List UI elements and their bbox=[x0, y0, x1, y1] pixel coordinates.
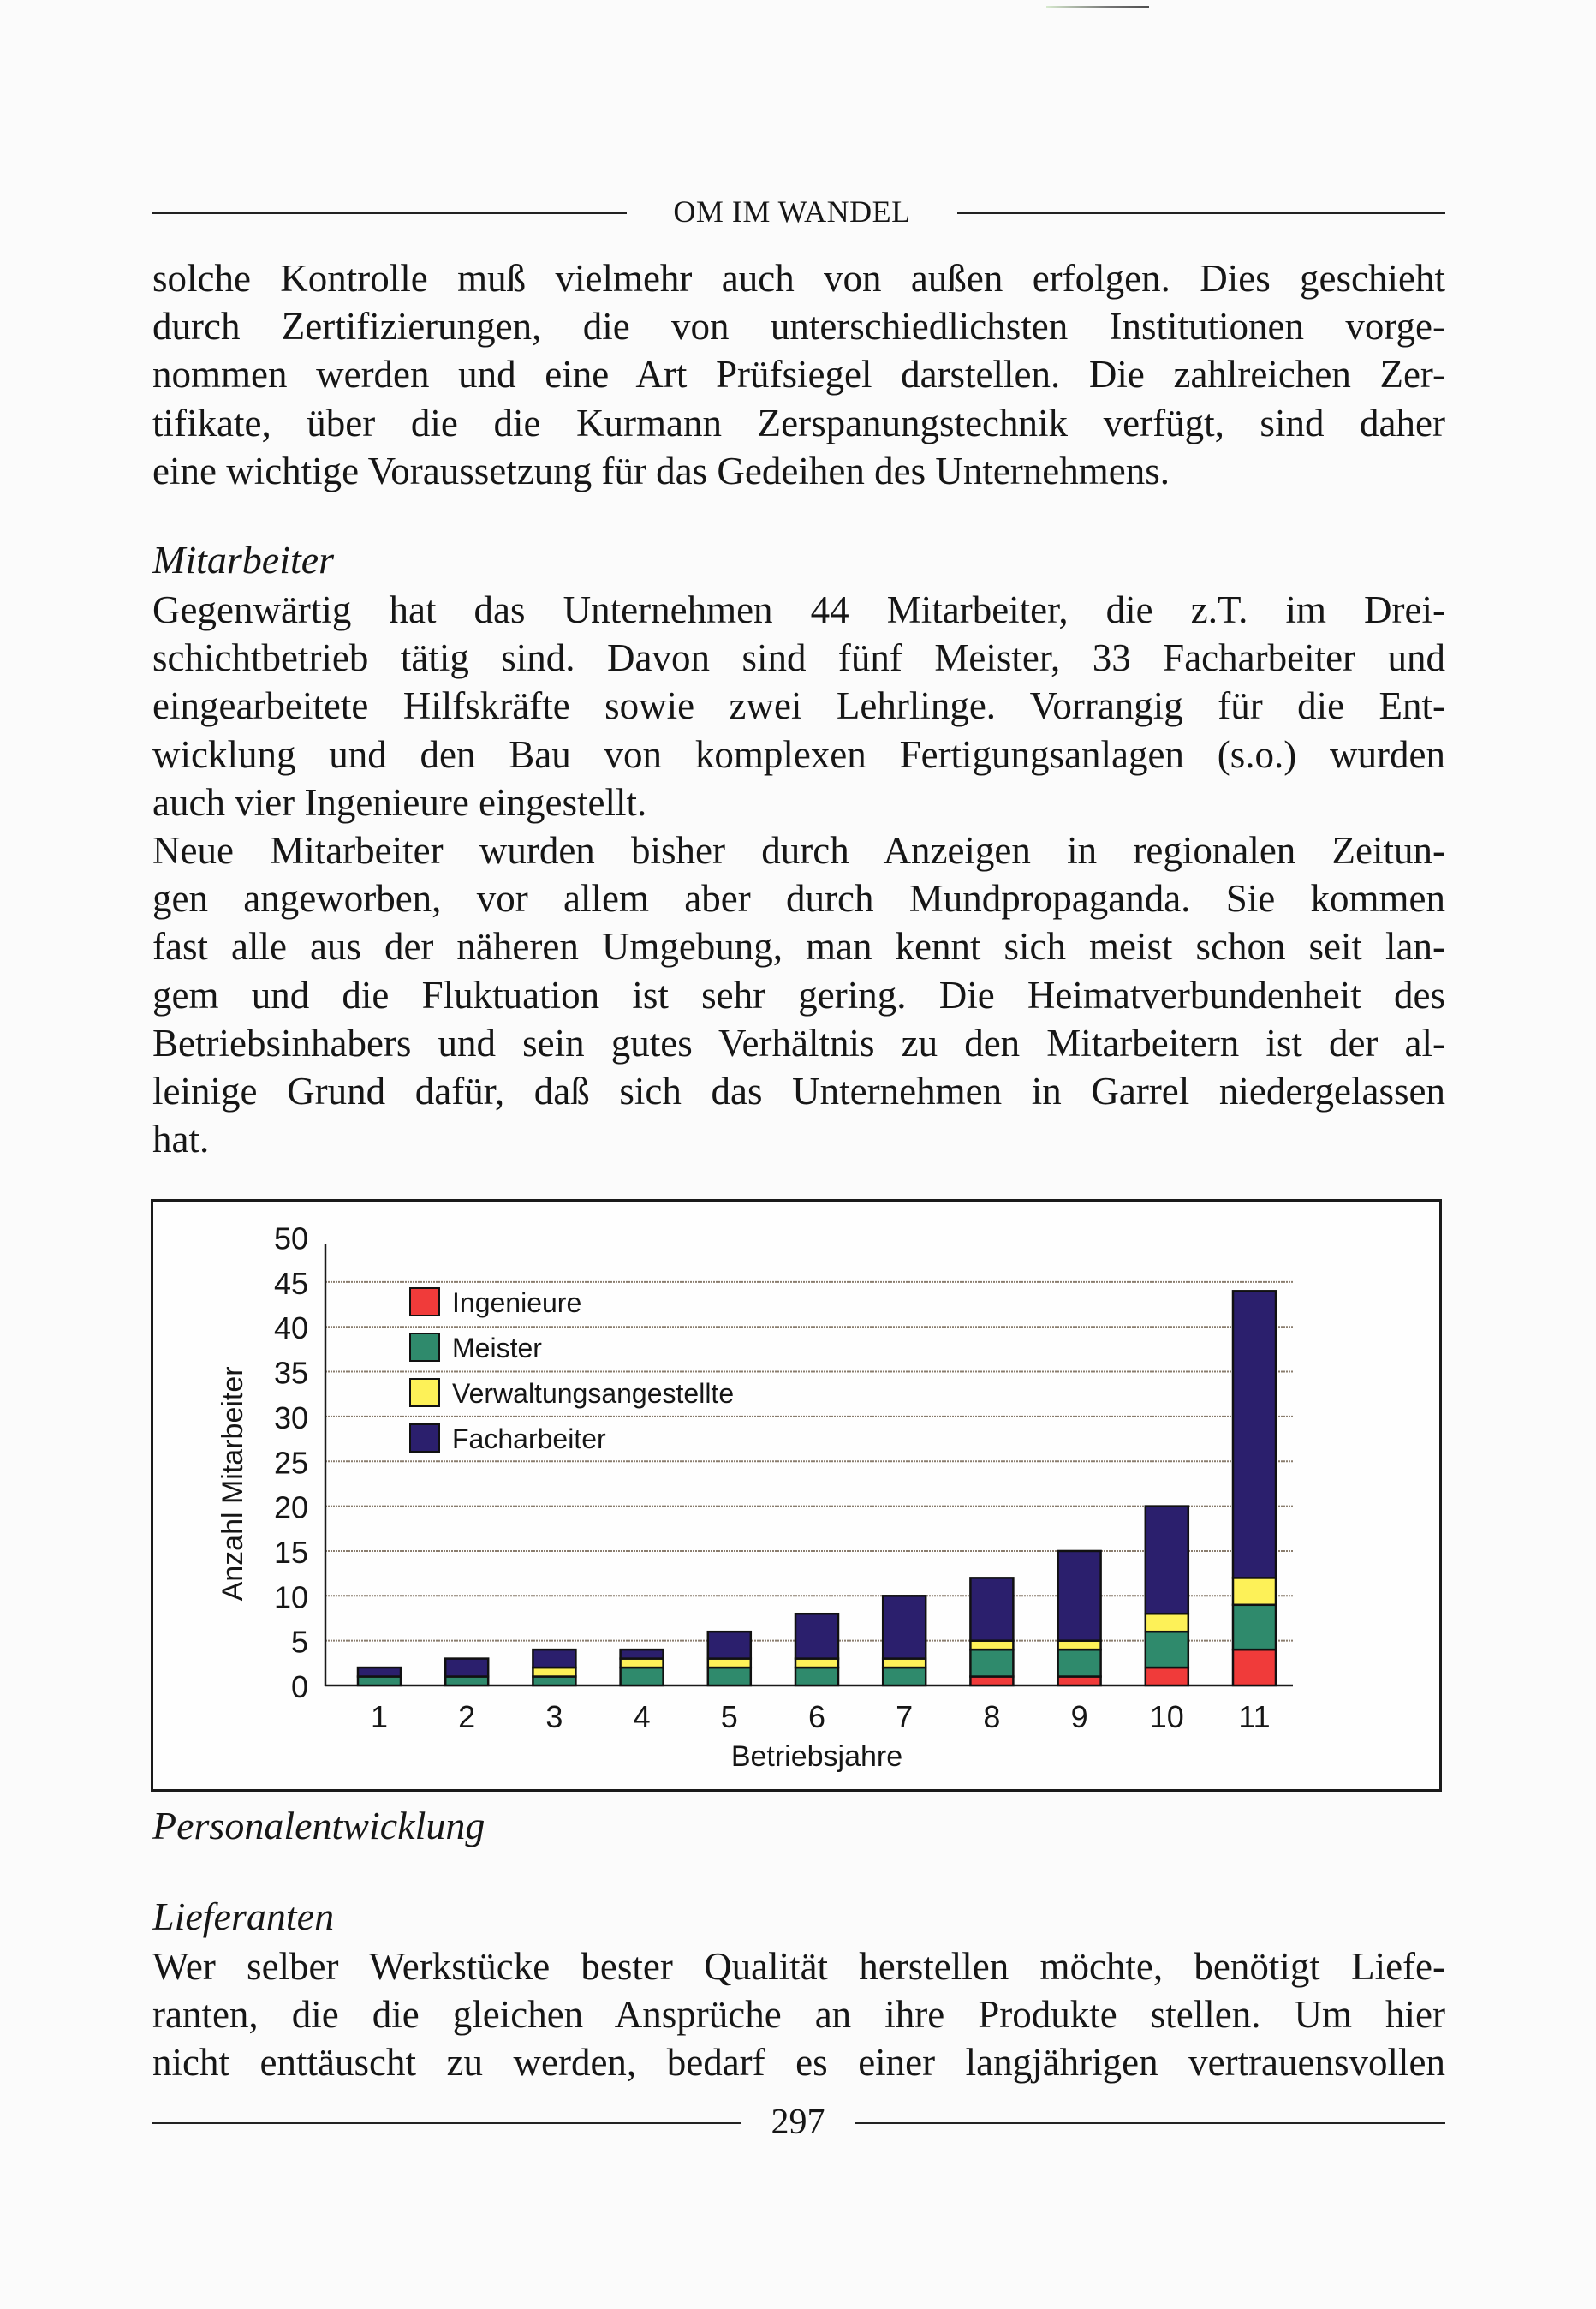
text-line: Neue Mitarbeiter wurden bisher durch Anzeigen in regionalen Zeitun- bbox=[152, 829, 1445, 872]
x-tick-label: 7 bbox=[896, 1699, 914, 1734]
y-axis-label: Anzahl Mitarbeiter bbox=[217, 1366, 249, 1602]
running-head-title: OM IM WANDEL bbox=[673, 194, 911, 229]
text-line: leinige Grund dafür, daß sich das Unternehmen in Garrel niedergelassen bbox=[152, 1070, 1445, 1113]
legend-label: Verwaltungsangestellte bbox=[452, 1378, 735, 1409]
text-line: hat. bbox=[152, 1118, 210, 1161]
intro-paragraph bbox=[152, 254, 1445, 495]
text-line: nommen werden und eine Art Prüfsiegel darstellen. Die zahlreichen Zer- bbox=[152, 353, 1445, 397]
y-tick-label: 50 bbox=[273, 1220, 308, 1256]
footer-rule-right bbox=[855, 2122, 1445, 2124]
text-line: wicklung und den Bau von komplexen Fertigungsanlagen (s.o.) wurden bbox=[152, 732, 1445, 776]
x-tick-label: 6 bbox=[807, 1699, 826, 1734]
text-line: durch Zertifizierungen, die von unterschiedlichsten Institutionen vorge- bbox=[152, 305, 1445, 349]
y-tick-label: 15 bbox=[273, 1534, 308, 1570]
y-tick-label: 5 bbox=[290, 1624, 308, 1660]
page-footer bbox=[152, 2100, 1445, 2143]
y-tick-label: 45 bbox=[273, 1265, 308, 1301]
scan-artifact bbox=[1046, 6, 1149, 8]
mitarbeiter-paragraph-2 bbox=[152, 826, 1445, 1163]
legend-label: Meister bbox=[452, 1333, 542, 1363]
x-tick-label: 3 bbox=[545, 1699, 563, 1734]
x-tick-label: 2 bbox=[458, 1699, 476, 1734]
text-line: tifikate, über die die Kurmann Zerspanungstechnik verfügt, sind daher bbox=[152, 401, 1445, 444]
x-tick-label: 8 bbox=[983, 1699, 1001, 1734]
legend-label: Ingenieure bbox=[452, 1287, 582, 1318]
y-tick-label: 35 bbox=[273, 1355, 308, 1391]
mitarbeiter-paragraph-1 bbox=[152, 586, 1445, 826]
x-tick-label: 10 bbox=[1149, 1699, 1184, 1734]
x-tick-label: 4 bbox=[633, 1699, 651, 1734]
x-tick-label: 11 bbox=[1238, 1699, 1271, 1734]
running-head bbox=[152, 190, 1445, 233]
header-rule-left bbox=[152, 212, 627, 214]
text-line: gen angeworben, vor allem aber durch Mundpropaganda. Sie kommen bbox=[152, 877, 1445, 921]
text-line: fast alle aus der näheren Umgebung, man kennt sich meist schon seit lan- bbox=[152, 925, 1445, 969]
text-line: eingearbeitete Hilfskräfte sowie zwei Lehrlinge. Vorrangig für die Ent- bbox=[152, 684, 1445, 728]
text-line: Wer selber Werkstücke bester Qualität herstellen möchte, benötigt Liefe- bbox=[152, 1945, 1445, 1988]
text-line: eine wichtige Voraussetzung für das Gedeihen des Unternehmens. bbox=[152, 449, 1170, 492]
x-tick-label: 9 bbox=[1070, 1699, 1088, 1734]
y-tick-label: 30 bbox=[273, 1399, 308, 1435]
x-tick-label: 5 bbox=[720, 1699, 738, 1734]
footer-rule-left bbox=[152, 2122, 741, 2124]
text-line: gem und die Fluktuation ist sehr gering. Die Heimatverbundenheit des bbox=[152, 973, 1445, 1017]
text-line: schichtbetrieb tätig sind. Davon sind fünf Meister, 33 Facharbeiter und bbox=[152, 636, 1445, 680]
section-heading-mitarbeiter: Mitarbeiter bbox=[152, 538, 335, 582]
figure-caption: Personalentwicklung bbox=[152, 1804, 485, 1847]
text-line: Betriebsinhabers und sein gutes Verhältnis zu den Mitarbeitern ist der al- bbox=[152, 1021, 1445, 1065]
y-tick-label: 10 bbox=[273, 1579, 308, 1615]
y-tick-label: 25 bbox=[273, 1445, 308, 1481]
x-axis-label: Betriebsjahre bbox=[730, 1740, 903, 1773]
chart-frame bbox=[151, 1199, 1442, 1792]
x-tick-label: 1 bbox=[370, 1699, 389, 1734]
section-heading-lieferanten: Lieferanten bbox=[152, 1894, 335, 1938]
text-line: solche Kontrolle muß vielmehr auch von außen erfolgen. Dies geschieht bbox=[152, 257, 1445, 300]
page-number: 297 bbox=[771, 2103, 825, 2142]
text-line: Gegenwärtig hat das Unternehmen 44 Mitarbeiter, die z.T. im Drei- bbox=[152, 588, 1445, 631]
text-line: nicht enttäuscht zu werden, bedarf es einer langjährigen vertrauensvollen bbox=[152, 2041, 1445, 2085]
text-line: ranten, die die gleichen Ansprüche an ihre Produkte stellen. Um hier bbox=[152, 1993, 1445, 2037]
legend-label: Facharbeiter bbox=[452, 1423, 606, 1454]
y-tick-label: 40 bbox=[273, 1310, 308, 1346]
text-line: auch vier Ingenieure eingestellt. bbox=[152, 780, 647, 824]
y-tick-label: 0 bbox=[290, 1669, 308, 1704]
lieferanten-paragraph-1 bbox=[152, 1942, 1445, 2087]
header-rule-right bbox=[957, 212, 1445, 214]
y-tick-label: 20 bbox=[273, 1489, 308, 1525]
